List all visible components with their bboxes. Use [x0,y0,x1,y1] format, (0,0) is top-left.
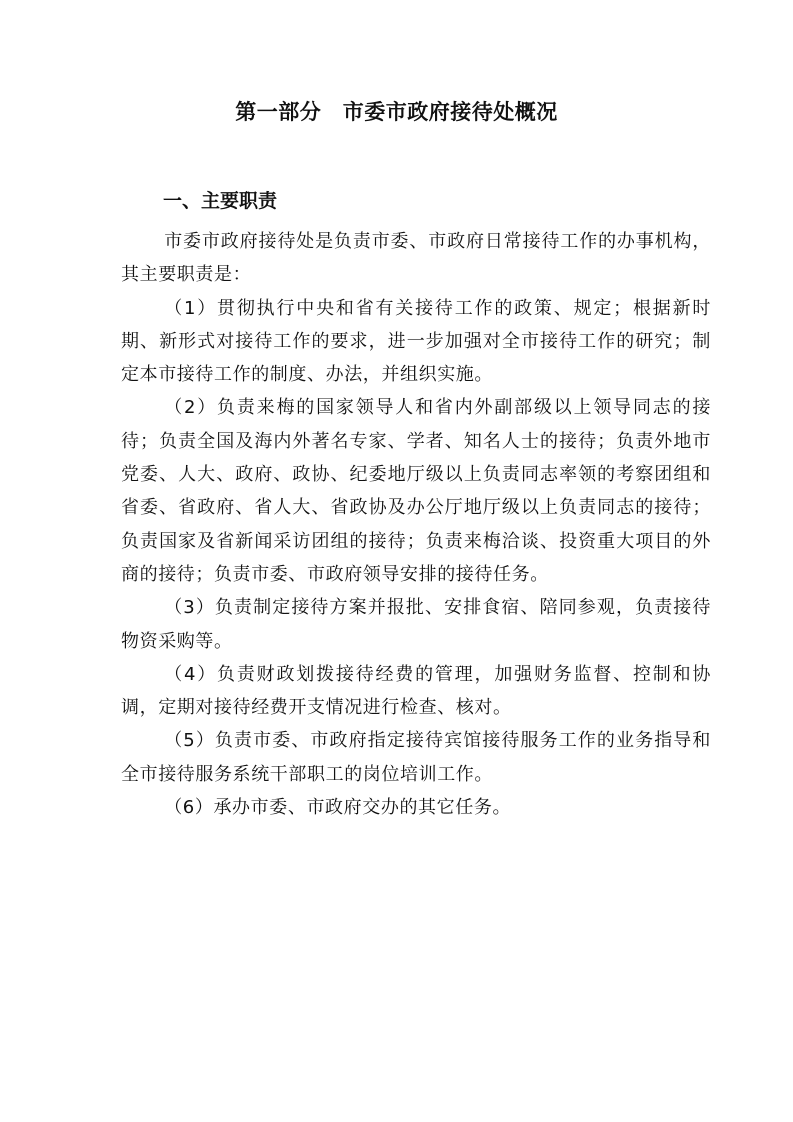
paragraph-intro: 市委市政府接待处是负责市委、市政府日常接待工作的办事机构，其主要职责是： [121,231,711,286]
paragraph-duty-4: （4）负责财政划拨接待经费的管理，加强财务监督、控制和协调，定期对接待经费开支情况进行检查、核对。 [121,663,711,719]
page-title: 第一部分 市委市政府接待处概况 [235,100,558,124]
paragraph-duty-2: （2）负责来梅的国家领导人和省内外副部级以上领导同志的接待；负责全国及海内外著名专家、学者、知名人士的接待；负责外地市党委、人大、政府、政协、纪委地厅级以上负责同志率领的考察团组和省委、省政府、省人大、省政协及办公厅地厅级以上负责同志的接待；负责国家及省新闻采访团组的接待；负责来梅洽谈、投资重大项目的外商的接待；负责市委、市政府领导安排的接待任务。 [121,397,711,585]
paragraph-duty-5: （5）负责市委、市政府指定接待宾馆接待服务工作的业务指导和全市接待服务系统干部职工的岗位培训工作。 [121,730,711,785]
section-heading-main-duties: 一、主要职责 [163,190,278,212]
body-text [121,225,711,824]
paragraph-duty-1: （1）贯彻执行中央和省有关接待工作的政策、规定；根据新时期、新形式对接待工作的要求，进一步加强对全市接待工作的研究；制定本市接待工作的制度、办法，并组织实施。 [121,297,711,386]
paragraph-duty-3: （3）负责制定接待方案并报批、安排食宿、陪同参观，负责接待物资采购等。 [121,597,711,652]
paragraph-duty-6: （6）承办市委、市政府交办的其它任务。 [164,797,512,819]
